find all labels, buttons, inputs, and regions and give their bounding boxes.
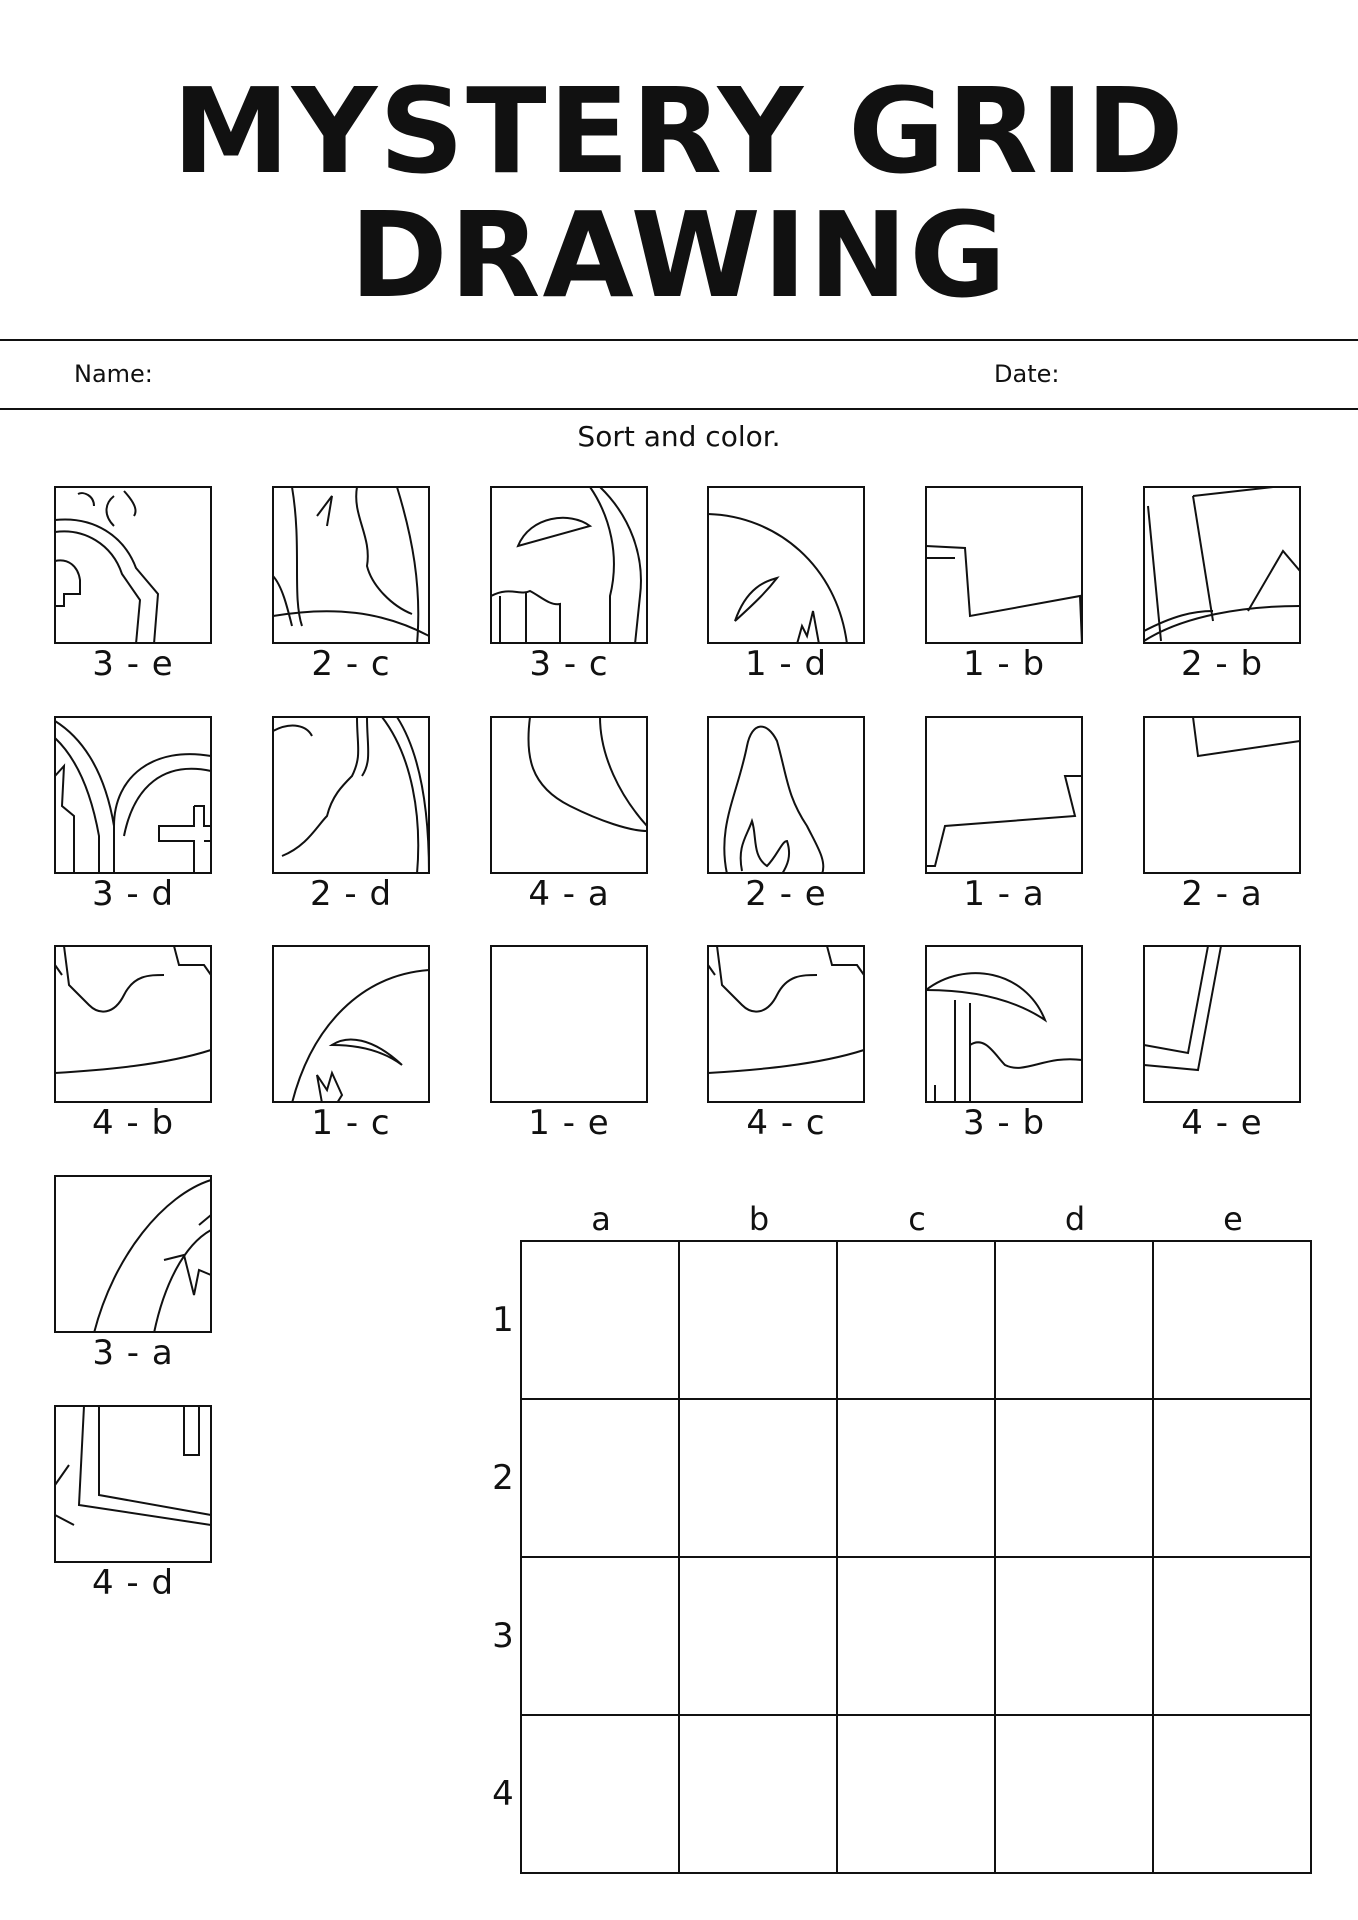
piece-card — [54, 1405, 212, 1603]
piece-label: 4 - c — [746, 1103, 826, 1143]
header-rule-bottom — [0, 408, 1358, 410]
header-rule-top — [0, 339, 1358, 341]
piece-label: 2 - d — [309, 874, 393, 914]
grid-row-label: 2 — [492, 1458, 514, 1498]
piece-card — [490, 486, 648, 684]
piece-card — [1143, 945, 1301, 1143]
piece-label: 3 - a — [92, 1333, 174, 1373]
instruction-text: Sort and color. — [577, 420, 781, 453]
grid-column-label: c — [908, 1200, 926, 1238]
piece-card — [272, 716, 430, 914]
piece-card — [54, 1175, 212, 1373]
grid-column-label: a — [591, 1200, 611, 1238]
piece-card — [272, 486, 430, 684]
grid-row-label: 3 — [492, 1616, 514, 1656]
grid-column-label: d — [1064, 1200, 1086, 1238]
piece-card — [707, 716, 865, 914]
grid-row-label: 1 — [492, 1300, 514, 1340]
piece-card — [54, 716, 212, 914]
piece-card — [1143, 486, 1301, 684]
piece-card — [54, 486, 212, 684]
piece-label: 3 - b — [962, 1103, 1046, 1143]
piece-label: 4 - e — [1181, 1103, 1263, 1143]
piece-label: 1 - c — [311, 1103, 391, 1143]
piece-label: 1 - b — [962, 644, 1046, 684]
piece-card — [707, 486, 865, 684]
piece-label: 4 - d — [91, 1563, 175, 1603]
piece-label: 1 - e — [528, 1103, 610, 1143]
piece-label: 3 - d — [91, 874, 175, 914]
piece-label: 3 - e — [92, 644, 174, 684]
piece-label: 2 - e — [745, 874, 827, 914]
worksheet-title-line-1: MYSTERY GRID — [172, 62, 1186, 200]
piece-card — [54, 945, 212, 1143]
grid-column-label: e — [1223, 1200, 1243, 1238]
piece-label: 2 - c — [311, 644, 391, 684]
piece-label: 2 - b — [1180, 644, 1264, 684]
piece-label: 1 - d — [744, 644, 828, 684]
piece-label: 1 - a — [963, 874, 1045, 914]
grid-column-label: b — [748, 1200, 770, 1238]
date-label: Date: — [994, 360, 1060, 388]
name-label: Name: — [74, 360, 153, 388]
answer-grid — [520, 1240, 1314, 1880]
worksheet-title-line-2: DRAWING — [349, 186, 1009, 324]
piece-card — [707, 945, 865, 1143]
answer-grid-lines — [520, 1240, 1314, 1876]
piece-card — [490, 716, 648, 914]
piece-card — [1143, 716, 1301, 914]
piece-card — [925, 716, 1083, 914]
grid-row-label: 4 — [492, 1774, 514, 1814]
piece-label: 2 - a — [1181, 874, 1263, 914]
piece-card — [925, 486, 1083, 684]
piece-card — [272, 945, 430, 1143]
piece-card — [925, 945, 1083, 1143]
piece-card — [490, 945, 648, 1143]
piece-label: 4 - b — [91, 1103, 175, 1143]
piece-label: 3 - c — [529, 644, 609, 684]
piece-label: 4 - a — [528, 874, 610, 914]
